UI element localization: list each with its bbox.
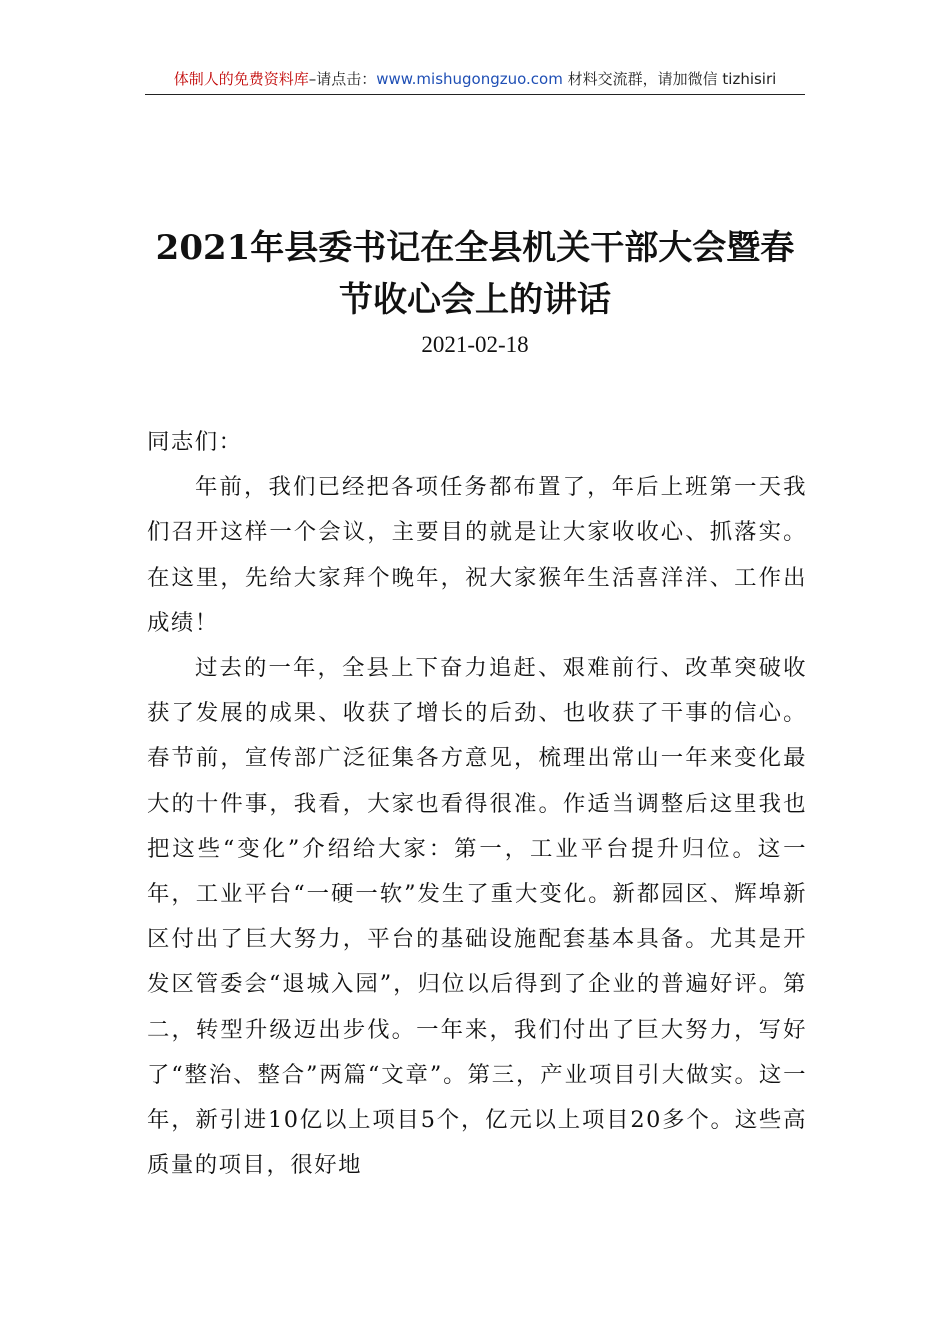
header-prompt: –请点击： — [308, 70, 377, 88]
header-contact: 材料交流群，请加微信 tizhisiri — [562, 70, 777, 88]
paragraph: 过去的一年，全县上下奋力追赶、艰难前行、改革突破收获了发展的成果、收获了增长的后劲、也收获了干事的信心。春节前，宣传部广泛征集各方意见，梳理出常山一年来变化最大的十件事，我看，大家也看得很准。作适当调整后这里我也把这些“变化”介绍给大家：第一，工业平台提升归位。这一年，工业平台“一硬一软”发生了重大变化。新都园区、辉埠新区付出了巨大努力，平台的基础设施配套基本具备。尤其是开发区管委会“退城入园”，归位以后得到了企业的普遍好评。第二，转型升级迈出步伐。一年来，我们付出了巨大努力，写好了“整治、整合”两篇“文章”。第三，产业项目引大做实。这一年，新引进10亿以上项目5个，亿元以上项目20多个。这些高质量的项目，很好地 — [147, 655, 807, 1179]
title-line-2: 节收心会上的讲话 — [339, 280, 611, 320]
document-date: 2021-02-18 — [421, 332, 529, 357]
header-brand: 体制人的免费资料库 — [173, 70, 309, 88]
document-title — [100, 222, 850, 326]
paragraph: 年前，我们已经把各项任务都布置了，年后上班第一天我们召开这样一个会议，主要目的就是让大家收收心、抓落实。在这里，先给大家拜个晚年，祝大家猴年生活喜洋洋、工作出成绩！ — [147, 474, 807, 636]
header-link[interactable]: www.mishugongzuo.com — [376, 70, 563, 88]
salutation: 同志们： — [147, 429, 243, 455]
document-body — [147, 420, 807, 1188]
page-header — [145, 68, 805, 95]
title-line-1: 2021年县委书记在全县机关干部大会暨春 — [155, 228, 795, 268]
